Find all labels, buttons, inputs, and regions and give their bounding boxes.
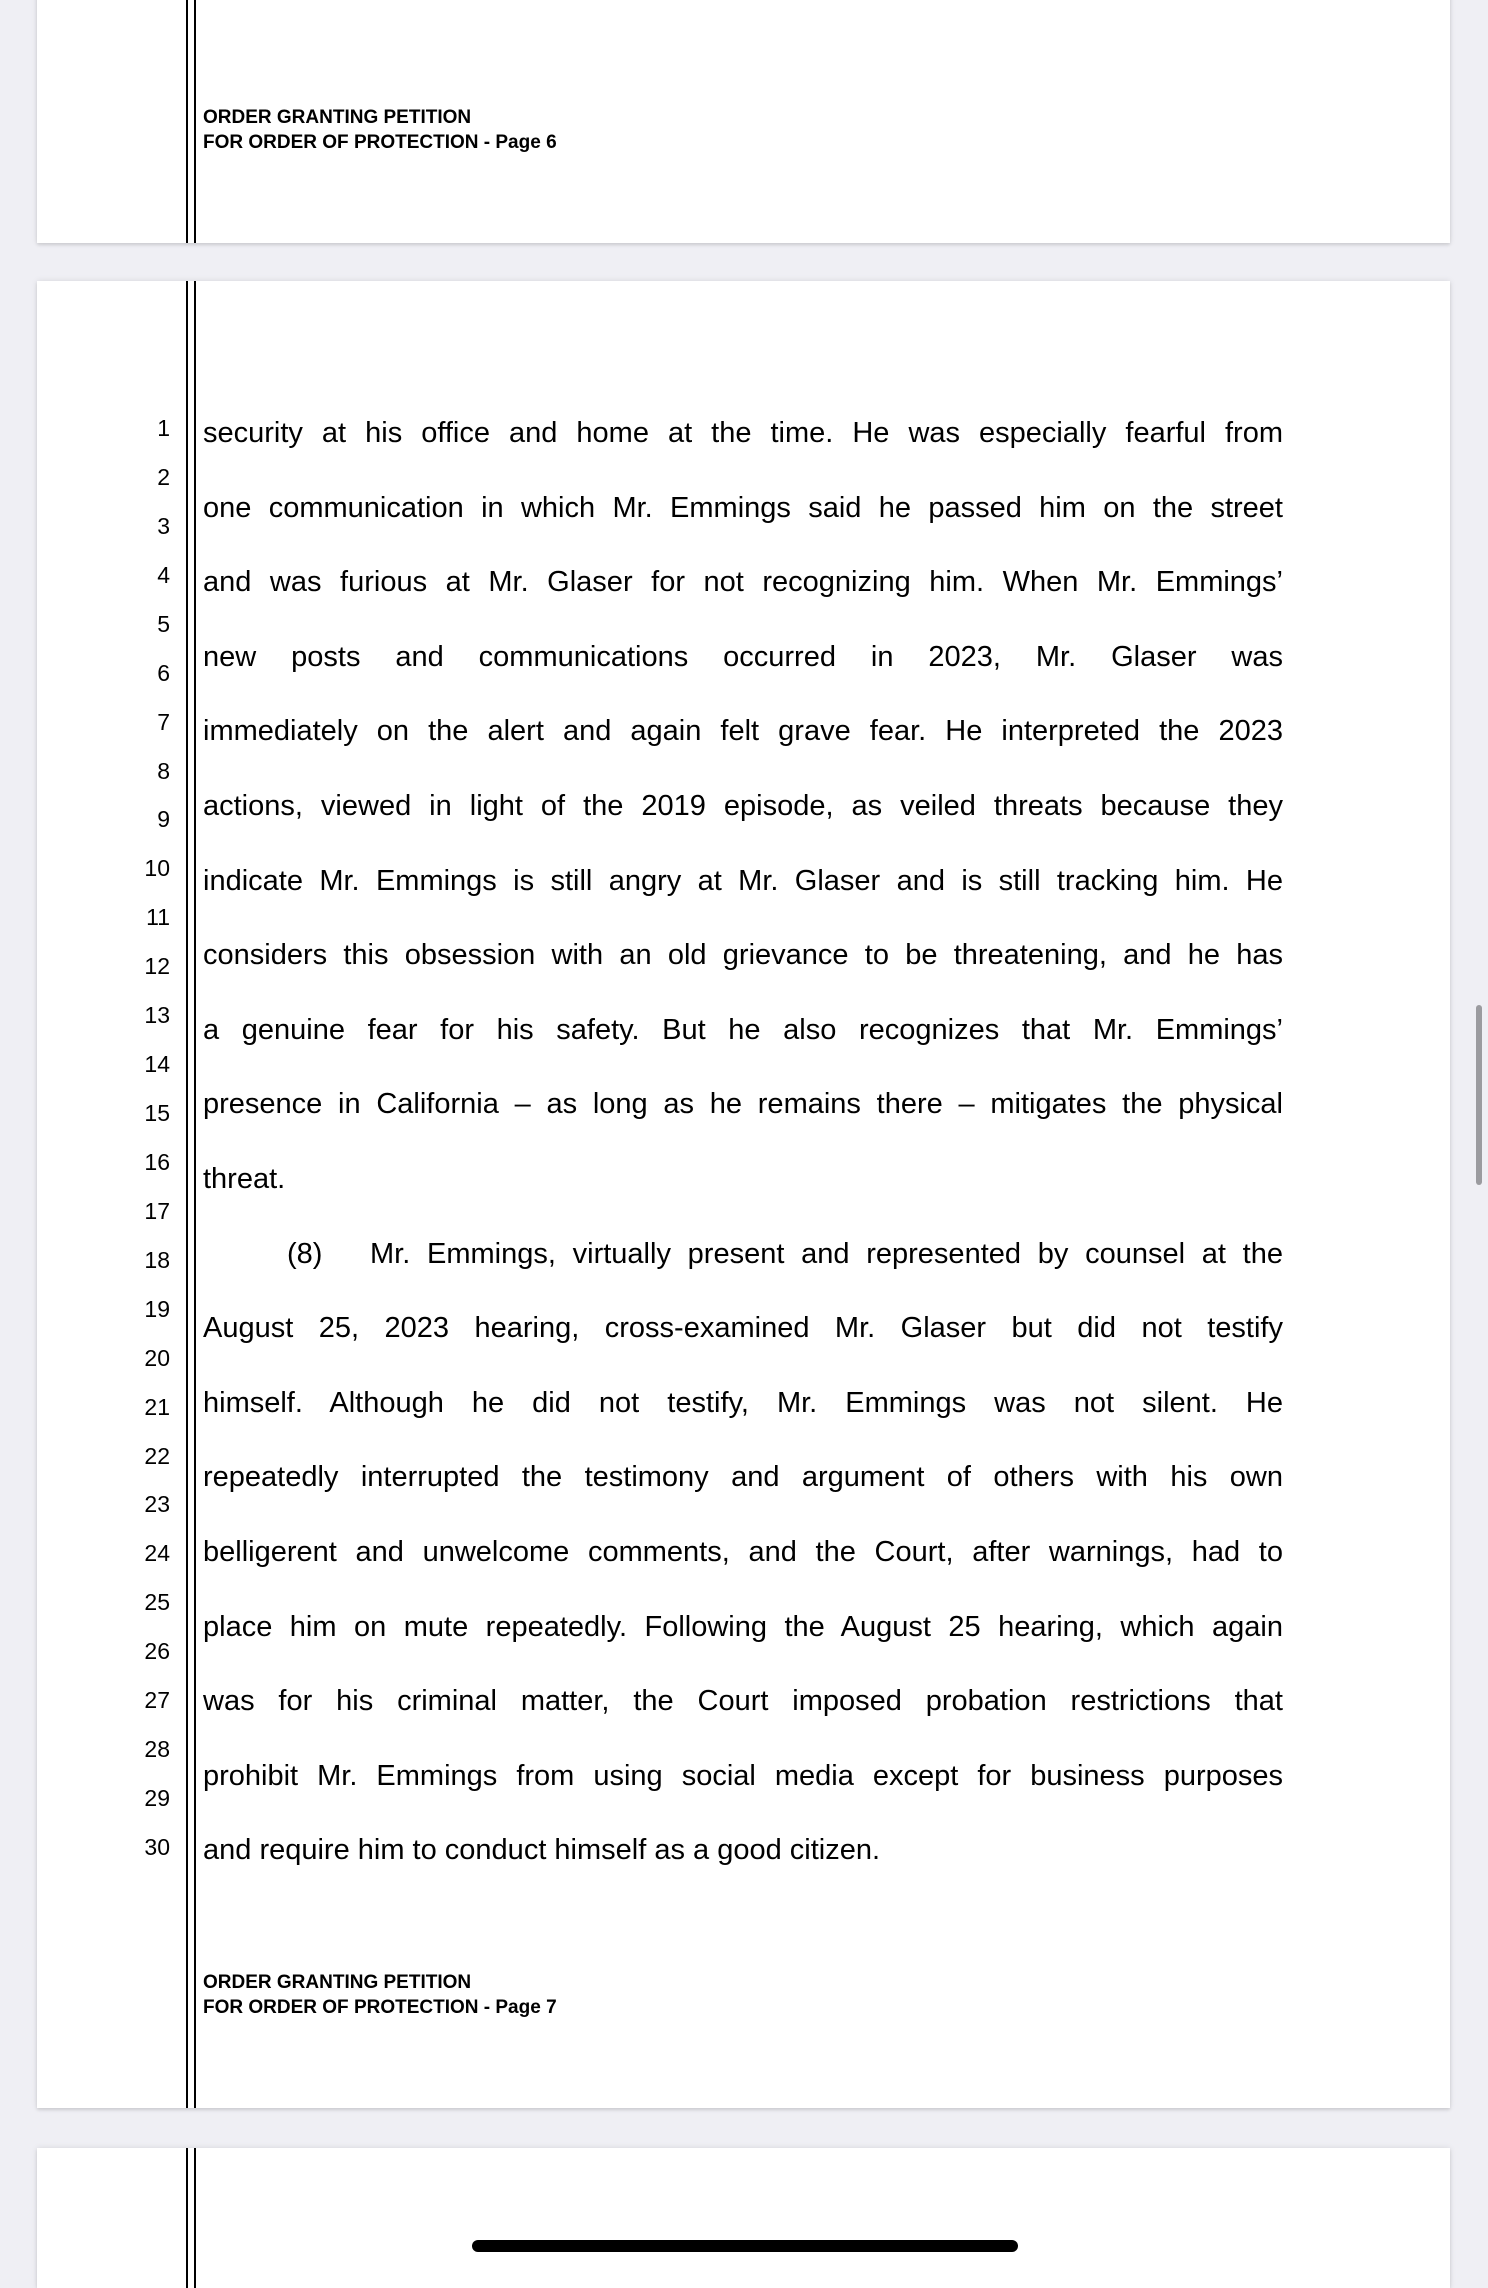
line-number: 2: [157, 463, 170, 490]
line-number: 29: [144, 1785, 170, 1812]
text-line: and was furious at Mr. Glaser for not recognizing him. When Mr. Emmings’: [203, 566, 1283, 599]
line-number: 14: [144, 1051, 170, 1078]
line-number: 3: [157, 512, 170, 539]
page-footer: [203, 105, 557, 155]
text-line: threat.: [203, 1163, 286, 1195]
line-number: 17: [144, 1197, 170, 1224]
line-number: 15: [144, 1100, 170, 1127]
line-number: 18: [144, 1246, 170, 1273]
text-line: [203, 1236, 1283, 1272]
text-line: immediately on the alert and again felt grave fear. He interpreted the 2023: [203, 715, 1283, 748]
text-line: security at his office and home at the time. He was especially fearful from: [203, 417, 1283, 449]
footer-title: ORDER GRANTING PETITION: [203, 1972, 472, 1993]
page-6: [37, 0, 1450, 243]
line-number: 27: [144, 1687, 170, 1714]
text-line-content: Mr. Emmings, virtually present and represented by counsel at the: [370, 1237, 1283, 1270]
text-line: indicate Mr. Emmings is still angry at Mr. Glaser and is still tracking him. He: [203, 864, 1283, 897]
footer-page-label: FOR ORDER OF PROTECTION - Page 7: [203, 1997, 557, 2018]
line-number: 26: [144, 1638, 170, 1665]
line-number: 16: [144, 1148, 170, 1175]
vertical-scrollbar[interactable]: [1476, 1005, 1482, 1185]
text-line: was for his criminal matter, the Court imposed probation restrictions that: [203, 1685, 1283, 1718]
text-line: himself. Although he did not testify, Mr. Emmings was not silent. He: [203, 1386, 1283, 1419]
line-number: 1: [157, 415, 170, 441]
footer-title: ORDER GRANTING PETITION: [203, 107, 472, 128]
text-line: one communication in which Mr. Emmings said he passed him on the street: [203, 491, 1283, 524]
line-number: 13: [144, 1002, 170, 1029]
line-number: 10: [144, 855, 170, 882]
text-line: place him on mute repeatedly. Following the August 25 hearing, which again: [203, 1610, 1283, 1643]
text-line: new posts and communications occurred in 2023, Mr. Glaser was: [203, 640, 1283, 673]
line-number: 12: [144, 953, 170, 980]
line-number: 20: [144, 1344, 170, 1371]
line-number: 28: [144, 1736, 170, 1763]
line-number: 4: [157, 561, 170, 588]
text-line: a genuine fear for his safety. But he also recognizes that Mr. Emmings’: [203, 1013, 1283, 1046]
margin-rule: [186, 2148, 188, 2288]
text-line: actions, viewed in light of the 2019 episode, as veiled threats because they: [203, 790, 1283, 822]
page-footer: [203, 1970, 557, 2020]
line-number: 23: [144, 1491, 170, 1518]
page-7: [37, 281, 1450, 2108]
line-number: 25: [144, 1589, 170, 1616]
line-number: 19: [144, 1295, 170, 1322]
text-line: presence in California – as long as he remains there – mitigates the physical: [203, 1088, 1283, 1121]
margin-rule: [194, 281, 196, 2108]
paragraph-number: (8): [287, 1237, 323, 1270]
text-line: repeatedly interrupted the testimony and argument of others with his own: [203, 1461, 1283, 1494]
line-number: 7: [157, 708, 170, 735]
text-line: considers this obsession with an old grievance to be threatening, and he has: [203, 939, 1283, 972]
line-number: 11: [146, 904, 170, 931]
margin-rule: [186, 0, 188, 243]
line-number: 22: [144, 1442, 170, 1469]
text-line: and require him to conduct himself as a good citizen.: [203, 1834, 881, 1867]
line-number: 30: [144, 1833, 170, 1860]
line-number: 9: [157, 806, 170, 833]
text-line: August 25, 2023 hearing, cross-examined Mr. Glaser but did not testify: [203, 1312, 1283, 1345]
text-line: prohibit Mr. Emmings from using social media except for business purposes: [203, 1759, 1283, 1792]
line-number: 6: [157, 659, 170, 686]
line-number: 24: [144, 1540, 170, 1567]
margin-rule: [186, 281, 188, 2108]
text-line: belligerent and unwelcome comments, and the Court, after warnings, had to: [203, 1536, 1283, 1568]
line-number: 5: [157, 610, 170, 637]
page-8: [37, 2148, 1450, 2288]
home-indicator[interactable]: [472, 2240, 1018, 2252]
margin-rule: [194, 2148, 196, 2288]
line-number: 8: [157, 757, 170, 784]
footer-page-label: FOR ORDER OF PROTECTION - Page 6: [203, 132, 557, 153]
margin-rule: [194, 0, 196, 243]
line-number: 21: [144, 1393, 170, 1420]
